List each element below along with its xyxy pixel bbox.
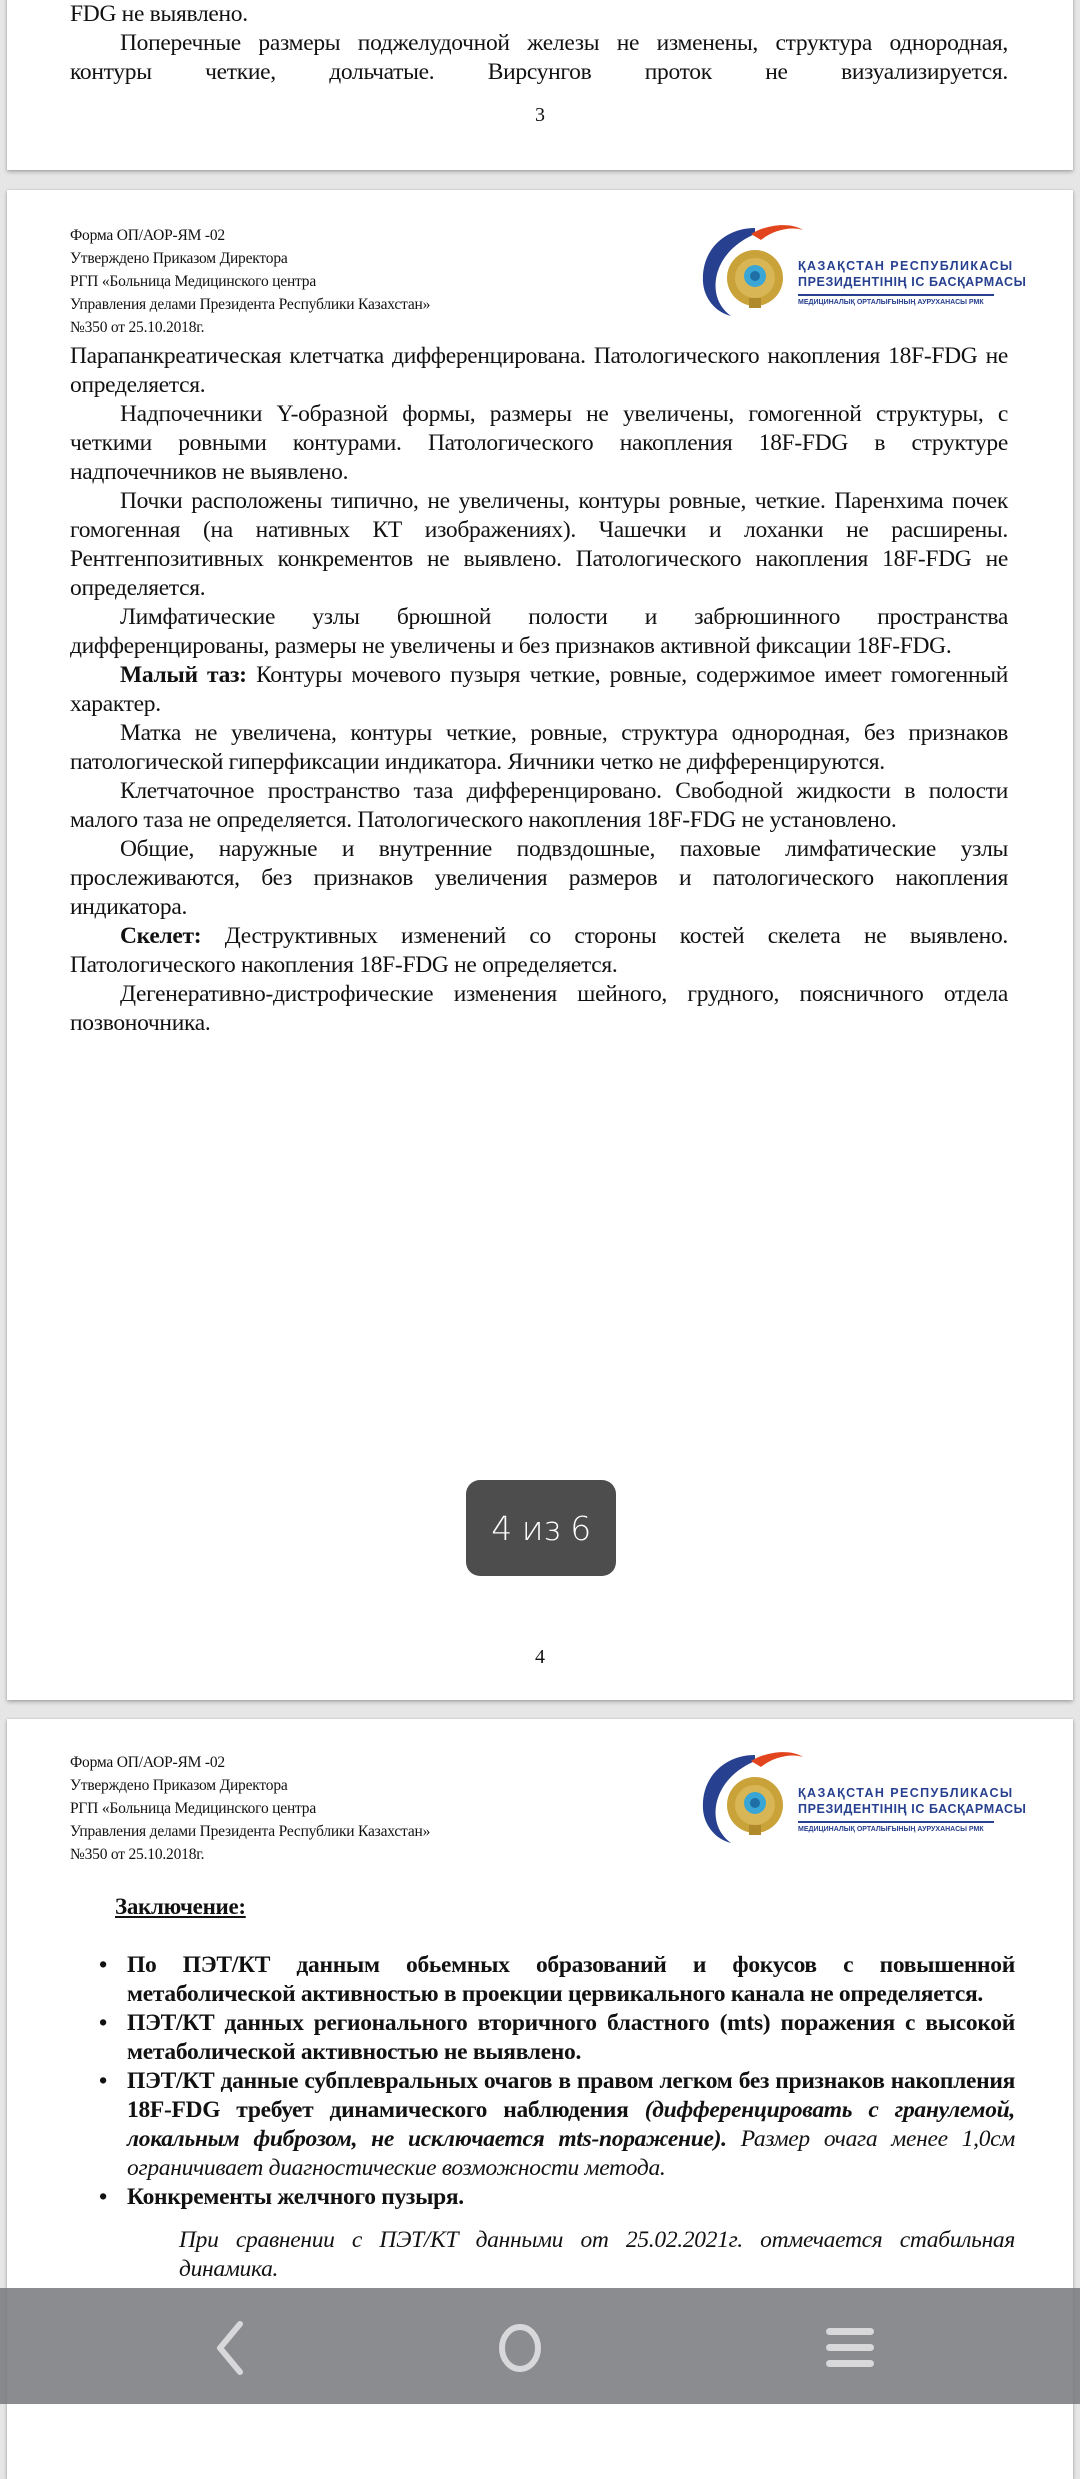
paragraph: Почки расположены типично, не увеличены, контуры ровные, четкие. Паренхима почек гомогенная (на нативных КТ изображениях). Чашечки и лоханки не расширены. Рентгенпозитивных конкрементов не выявлено. Патологического накопления 18F-FDG не определяется. [70, 488, 1008, 601]
page-number: 3 [535, 104, 545, 126]
logo-text [798, 258, 1027, 306]
page-4-text [70, 342, 1008, 1038]
emblem-icon [695, 1747, 805, 1847]
paragraph [70, 661, 1008, 719]
conclusion-item [127, 2067, 1015, 2183]
paragraph-text: Деструктивных изменений со стороны костей скелета не выявлено. Патологического накопления 18F-FDG не определяется. [70, 923, 1008, 978]
conclusion-item: • Конкременты желчного пузыря. [127, 2183, 1015, 2212]
hospital-logo [695, 220, 1027, 320]
home-button[interactable] [480, 2318, 560, 2378]
organization-line-1: РГП «Больница Медицинского центра [70, 273, 317, 290]
page-indicator: 4 из 6 [466, 1480, 616, 1576]
order-number: №350 от 25.10.2018г. [70, 1846, 205, 1863]
home-icon [490, 2318, 550, 2378]
form-header [70, 224, 430, 339]
organization-line-2: Управления делами Президента Республики Казахстан» [70, 296, 431, 313]
paragraph-text: Контуры мочевого пузыря четкие, ровные, содержимое имеет гомогенный характер. [70, 662, 1008, 717]
logo-line-2: ПРЕЗИДЕНТІНІҢ ІС БАСҚАРМАСЫ [798, 1802, 1027, 1816]
logo-line-1: ҚАЗАҚСТАН РЕСПУБЛИКАСЫ [798, 259, 1014, 273]
paragraph: Поперечные размеры поджелудочной железы не изменены, структура однородная, контуры четкие, дольчатые. Вирсунгов проток не визуализируется. [70, 30, 1008, 85]
back-icon [210, 2318, 250, 2378]
form-code: Форма ОП/АОР-ЯМ -02 [70, 227, 225, 244]
conclusion-item-remark: Размер очага менее 1,0см ограничивает диагностические возможности метода. [127, 2126, 1015, 2181]
logo-text [798, 1785, 1027, 1833]
paragraph: Матка не увеличена, контуры четкие, ровные, структура однородная, без признаков патологической гиперфиксации индикатора. Яичники четко не дифференцируются. [70, 720, 1008, 775]
logo-divider [798, 1821, 994, 1823]
conclusion-item: • ПЭТ/КТ данных регионального вторичного бластного (mts) поражения с высокой метаболической активностью не выявлено. [127, 2009, 1015, 2067]
back-button[interactable] [190, 2318, 270, 2378]
emblem-icon [695, 220, 805, 320]
logo-line-3: МЕДИЦИНАЛЫҚ ОРТАЛЫҒЫНЫҢ АУРУХАНАСЫ РМК [798, 1826, 984, 1833]
paragraph: Парапанкреатическая клетчатка дифференцирована. Патологического накопления 18F-FDG не определяется. [70, 343, 1008, 398]
paragraph: Клетчаточное пространство таза дифференцировано. Свободной жидкости в полости малого таза не определяется. Патологического накопления 18F-FDG не установлено. [70, 778, 1008, 833]
logo-divider [798, 294, 994, 296]
recents-icon [820, 2318, 880, 2378]
recents-button[interactable] [810, 2318, 890, 2378]
approval-line: Утверждено Приказом Директора [70, 250, 288, 267]
paragraph [70, 922, 1008, 980]
paragraph: Лимфатические узлы брюшной полости и забрюшинного пространства дифференцированы, размеры не увеличены и без признаков активной фиксации 18F-FDG. [70, 604, 1008, 659]
section-label: Скелет: [120, 923, 202, 949]
document-page-3 [7, 0, 1073, 170]
conclusion-list [127, 1951, 1015, 2284]
document-page-4 [7, 190, 1073, 1700]
page-3-text [70, 0, 1008, 87]
logo-line-1: ҚАЗАҚСТАН РЕСПУБЛИКАСЫ [798, 1786, 1014, 1800]
hospital-logo [695, 1747, 1027, 1847]
paragraph: Надпочечники Y-образной формы, размеры не увеличены, гомогенной структуры, с четкими ровными контурами. Патологического накопления 18F-FDG в структуре надпочечников не выявлено. [70, 401, 1008, 485]
conclusion-item: • По ПЭТ/КТ данным обьемных образований и фокусов с повышенной метаболической активностью в проекции цервикального канала не определяется. [127, 1951, 1015, 2009]
order-number: №350 от 25.10.2018г. [70, 319, 205, 336]
page-number: 4 [535, 1646, 545, 1668]
paragraph: Дегенеративно-дистрофические изменения шейного, грудного, поясничного отдела позвоночника. [70, 981, 1008, 1036]
paragraph: FDG не выявлено. [70, 1, 248, 27]
organization-line-2: Управления делами Президента Республики Казахстан» [70, 1823, 431, 1840]
conclusion-item-note: (дифференцировать с гранулемой, локальным фиброзом, не исключается mts-поражение). [127, 2097, 1015, 2152]
organization-line-1: РГП «Больница Медицинского центра [70, 1800, 317, 1817]
logo-line-3: МЕДИЦИНАЛЫҚ ОРТАЛЫҒЫНЫҢ АУРУХАНАСЫ РМК [798, 299, 984, 306]
conclusion-title: Заключение: [115, 1894, 246, 1919]
logo-line-2: ПРЕЗИДЕНТІНІҢ ІС БАСҚАРМАСЫ [798, 275, 1027, 289]
form-header [70, 1751, 430, 1866]
section-label: Малый таз: [120, 662, 247, 688]
approval-line: Утверждено Приказом Директора [70, 1777, 288, 1794]
paragraph: Общие, наружные и внутренние подвздошные, паховые лимфатические узлы прослеживаются, без признаков увеличения размеров и патологического накопления индикатора. [70, 836, 1008, 920]
comparison-text: При сравнении с ПЭТ/КТ данными от 25.02.2021г. отмечается стабильная динамика. [179, 2227, 1015, 2282]
conclusion-item-text: ПЭТ/КТ данные субплевральных очагов в правом легком без признаков накопления 18F-FDG требует динамического наблюдения [127, 2068, 1015, 2123]
system-navigation-bar [0, 2288, 1080, 2404]
form-code: Форма ОП/АОР-ЯМ -02 [70, 1754, 225, 1771]
